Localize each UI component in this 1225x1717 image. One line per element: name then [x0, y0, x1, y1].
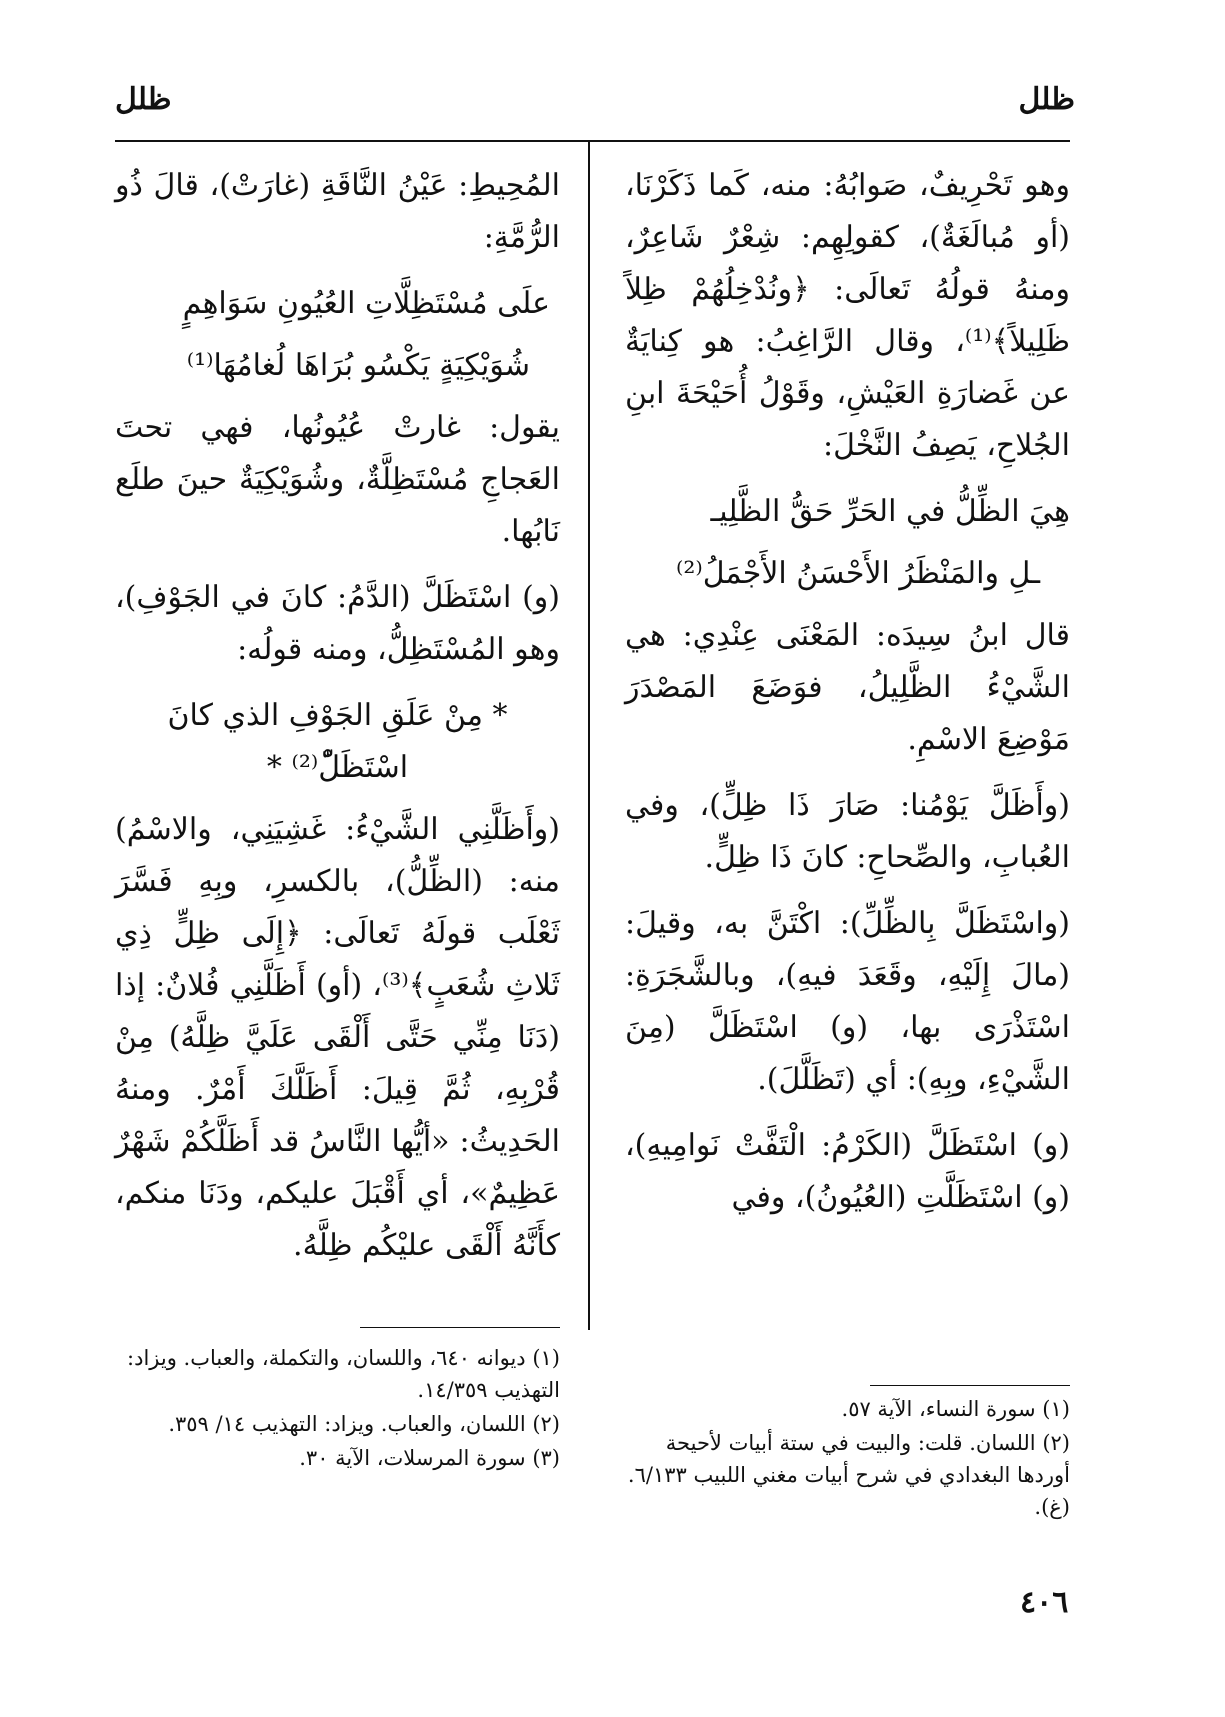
paragraph: وهو تَحْرِيفٌ، صَوابُهُ: منه، كَما ذَكَرْنَا، (أو مُبالَغَةٌ)، كقولِهِم: شِعْرٌ شَاعِرٌ، ومنهُ قولُهُ تَعالَى: ﴿ونُدْخِلُهُمْ ظِلاً ظَلِيلاً﴾⁽¹⁾، وقال الرَّاغِبُ: هو كِنايَةٌ عن غَضارَةِ العَيْشِ، وقَوْلُ أُحَيْحَةَ ابنِ الجُلاحِ، يَصِفُ النَّخْلَ:	[625, 168, 1070, 463]
paragraph: يقول: غارتْ عُيُونُها، فهي تحتَ العَجاجِ مُسْتَظِلَّةٌ، وشُوَيْكِيَةٌ حينَ طلَع نَابُها.	[115, 410, 560, 549]
footnote: (٣) سورة المرسلات، الآية ٣٠.	[299, 1446, 560, 1470]
header-rule	[115, 140, 1070, 142]
verse-line: * مِنْ عَلَقِ الجَوْفِ الذي كانَ اسْتَظَلّْ⁽²⁾ *	[167, 698, 508, 785]
footnote-rule	[870, 1385, 1070, 1386]
paragraph: قال ابنُ سِيدَه: المَعْنَى عِنْدِي: هي الشَّيْءُ الظَّلِيلُ، فوَضَعَ المَصْدَرَ مَوْضِعَ الاسْمِ.	[625, 618, 1070, 757]
footnote: (٢) اللسان. قلت: والبيت في ستة أبيات لأحيحة أوردها البغدادي في شرح أبيات مغني اللبيب ٦/١٣٣. (غ).	[627, 1431, 1070, 1519]
header-right-word: ظلل	[1018, 82, 1075, 117]
left-column	[115, 160, 560, 1286]
paragraph: (و) اسْتَظَلَّ (الكَرْمُ: الْتَفَّتْ نَوامِيهِ)، (و) اسْتَظَلَّتِ (العُيُونُ)، وفي	[625, 1128, 1070, 1215]
footnote: (١) ديوانه ٦٤٠، واللسان، والتكملة، والعباب. ويزاد: التهذيب ١٤/٣٥٩.	[127, 1346, 560, 1402]
footnotes-right	[625, 1393, 1070, 1525]
paragraph: (وأَظَلَّنِي الشَّيْءُ: غَشِيَنِي، والاسْمُ) منه: (الظِّلُّ)، بالكسرِ، وبِهِ فَسَّرَ ثَعْلَب قولَهُ تَعالَى: ﴿إِلَى ظِلٍّ ذِي ثَلاثِ شُعَبٍ﴾⁽³⁾، (أو) أَظَلَّنِي فُلانٌ: إذا (دَنَا مِنِّي حَتَّى أَلْقَى عَلَيَّ ظِلَّهُ) مِنْ قُرْبِهِ، ثُمَّ قِيلَ: أَظَلَّكَ أَمْرٌ. ومنهُ الحَدِيثُ: «أيُّها النَّاسُ قد أَظَلَّكُمْ شَهْرٌ عَظِيمٌ»، أي أَقْبَلَ عليكم، ودَنَا منكم، كأَنَّهُ أَلْقَى عليْكُم ظِلَّهُ.	[115, 812, 560, 1263]
footnotes-left	[115, 1342, 560, 1476]
footnote: (٢) اللسان، والعباب. ويزاد: التهذيب ١٤/ ٣٥٩.	[168, 1412, 560, 1436]
column-divider	[588, 140, 590, 1330]
page-number: ٤٠٦	[1020, 1585, 1069, 1620]
paragraph: (وأَظَلَّ يَوْمُنا: صَارَ ذَا ظِلٍّ)، وفي العُبابِ، والصِّحاحِ: كانَ ذَا ظِلٍّ.	[625, 788, 1070, 875]
verse-line: هِيَ الظِّلُّ في الحَرِّ حَقُّ الظَّلِيـ	[710, 494, 1070, 529]
paragraph: المُحِيطِ: عَيْنُ النَّاقَةِ (غارَتْ)، قالَ ذُو الرُّمَّةِ:	[115, 168, 560, 255]
right-column	[625, 160, 1070, 1238]
header-left-word: ظلل	[115, 82, 172, 117]
verse-line: ـلِ والمَنْظَرُ الأَحْسَنُ الأَجْمَلُ⁽²⁾	[675, 556, 1040, 591]
footnote-rule	[360, 1327, 560, 1328]
verse-line: علَى مُسْتَظِلَّاتِ العُيُونِ سَوَاهِمٍ	[182, 286, 550, 321]
verse-line: شُوَيْكِيَةٍ يَكْسُو بُرَاهَا لُغامُهَا⁽¹⁾	[186, 348, 530, 383]
paragraph: (و) اسْتَظَلَّ (الدَّمُ: كانَ في الجَوْفِ)، وهو المُسْتَظِلُّ، ومنه قولُه:	[115, 580, 560, 667]
footnote: (١) سورة النساء، الآية ٥٧.	[841, 1397, 1070, 1421]
paragraph: (واسْتَظَلَّ بِالظِّلِّ): اكْتَنَّ به، وقيلَ: (مالَ إِلَيْهِ، وقَعَدَ فيهِ)، وبالشَّجَرَةِ: اسْتَذْرَى بها، (و) اسْتَظَلَّ (مِنَ الشَّيْءِ، وبِهِ): أي (تَظَلَّلَ).	[625, 906, 1070, 1097]
